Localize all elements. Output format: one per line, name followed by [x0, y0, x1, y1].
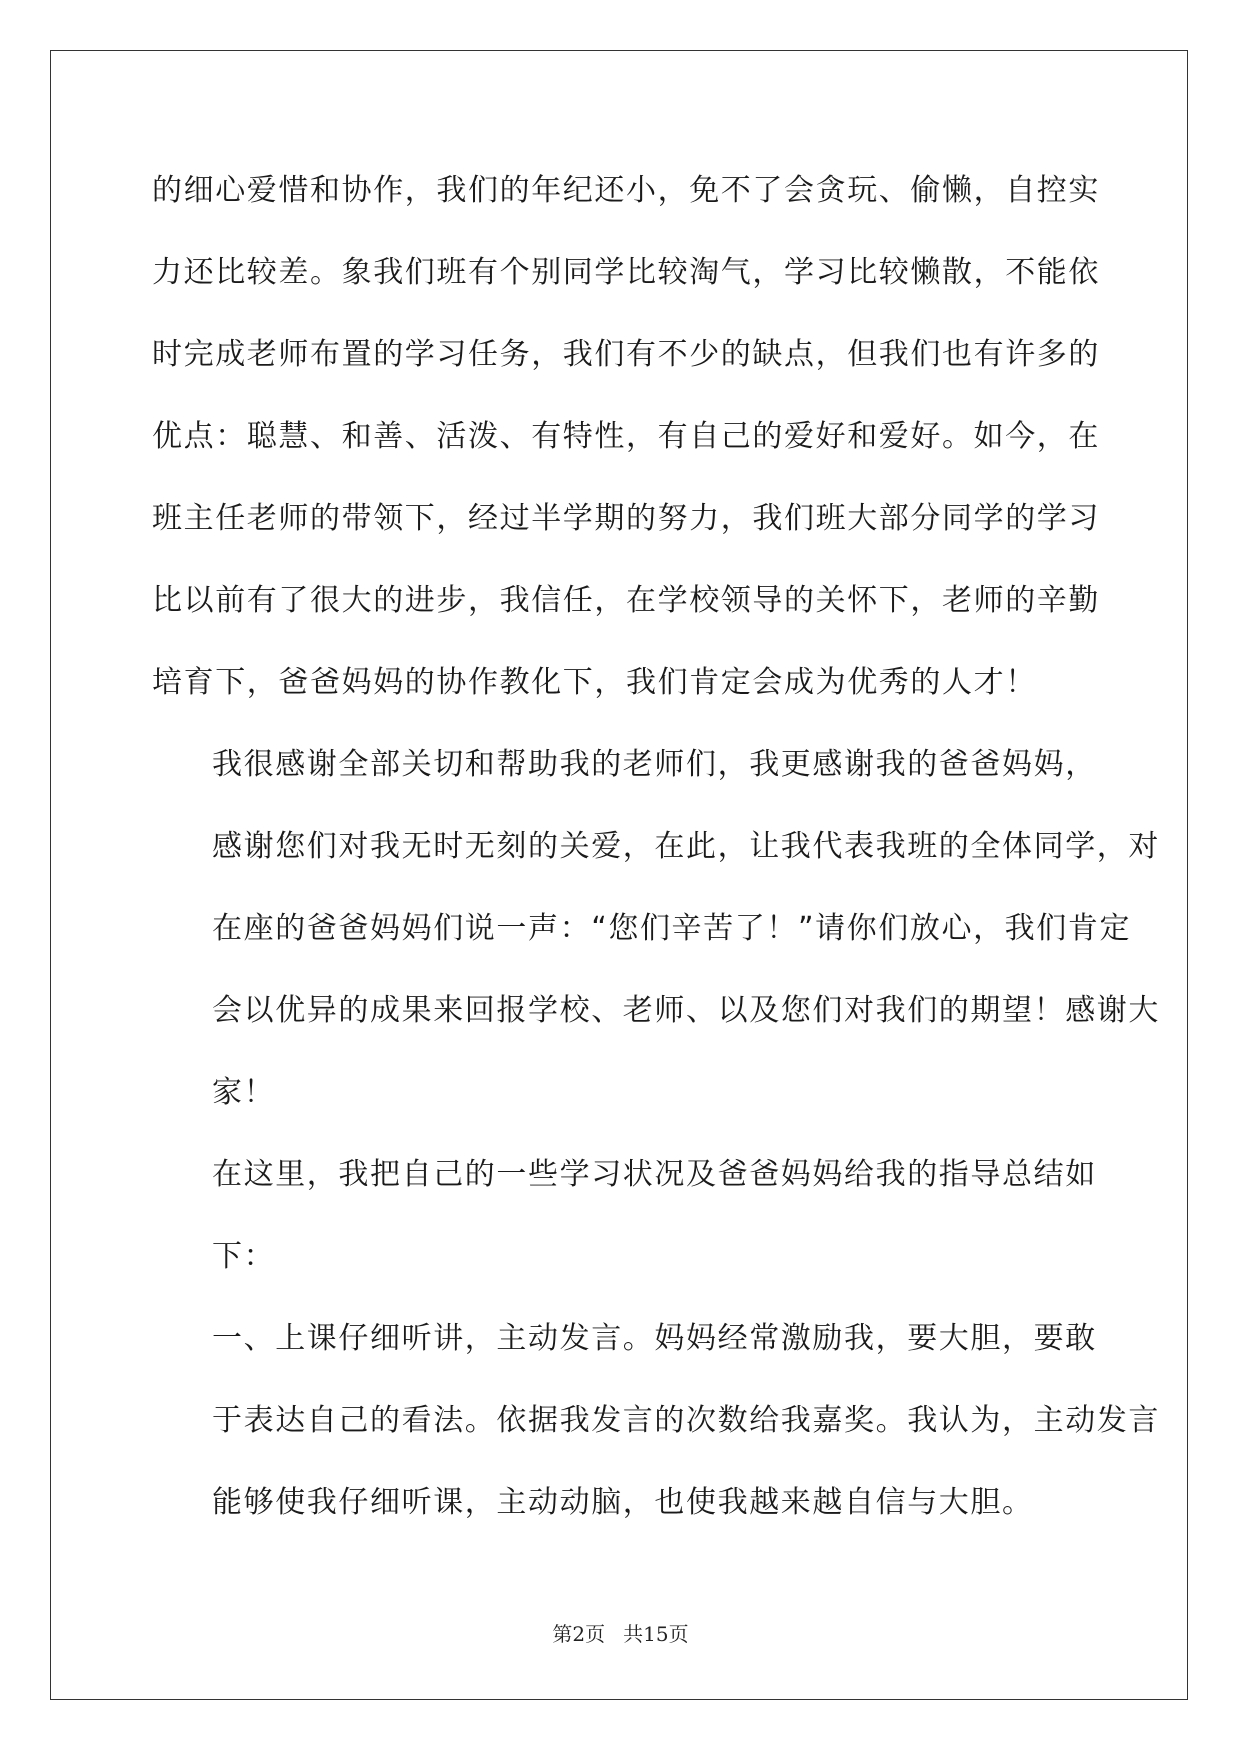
text-line: 我很感谢全部关切和帮助我的老师们，我更感谢我的爸爸妈妈， — [212, 747, 1097, 782]
text-line: 在座的爸爸妈妈们说一声：“您们辛苦了！”请你们放心，我们肯定 — [212, 911, 1132, 946]
text-line: 下： — [212, 1239, 276, 1274]
page-footer — [0, 1618, 1241, 1647]
total-pages-label: 共15页 — [623, 1622, 689, 1646]
text-line: 会以优异的成果来回报学校、老师、以及您们对我们的期望！感谢大 — [212, 993, 1160, 1028]
current-page-label: 第2页 — [552, 1622, 606, 1646]
text-line: 于表达自己的看法。依据我发言的次数给我嘉奖。我认为，主动发言 — [212, 1403, 1160, 1438]
document-body — [152, 150, 1160, 1544]
text-line: 培育下，爸爸妈妈的协作教化下，我们肯定会成为优秀的人才！ — [152, 665, 1037, 700]
paragraph — [152, 1298, 1160, 1544]
text-line: 力还比较差。象我们班有个别同学比较淘气，学习比较懒散，不能依 — [152, 255, 1100, 290]
text-line: 比以前有了很大的进步，我信任，在学校领导的关怀下，老师的辛勤 — [152, 583, 1100, 618]
paragraph — [152, 1134, 1097, 1298]
text-line: 家！ — [212, 1075, 276, 1110]
text-line: 时完成老师布置的学习任务，我们有不少的缺点，但我们也有许多的 — [152, 337, 1100, 372]
text-line: 在这里，我把自己的一些学习状况及爸爸妈妈给我的指导总结如 — [212, 1157, 1097, 1192]
text-line: 能够使我仔细听课，主动动脑，也使我越来越自信与大胆。 — [212, 1485, 1034, 1520]
text-line: 的细心爱惜和协作，我们的年纪还小，免不了会贪玩、偷懒，自控实 — [152, 173, 1100, 208]
text-line: 一、上课仔细听讲，主动发言。妈妈经常激励我，要大胆，要敢 — [212, 1321, 1097, 1356]
text-line: 班主任老师的带领下，经过半学期的努力，我们班大部分同学的学习 — [152, 501, 1100, 536]
paragraph — [152, 724, 1160, 1134]
paragraph — [152, 150, 1100, 724]
text-line: 优点：聪慧、和善、活泼、有特性，有自己的爱好和爱好。如今，在 — [152, 419, 1100, 454]
text-line: 感谢您们对我无时无刻的关爱，在此，让我代表我班的全体同学，对 — [212, 829, 1160, 864]
